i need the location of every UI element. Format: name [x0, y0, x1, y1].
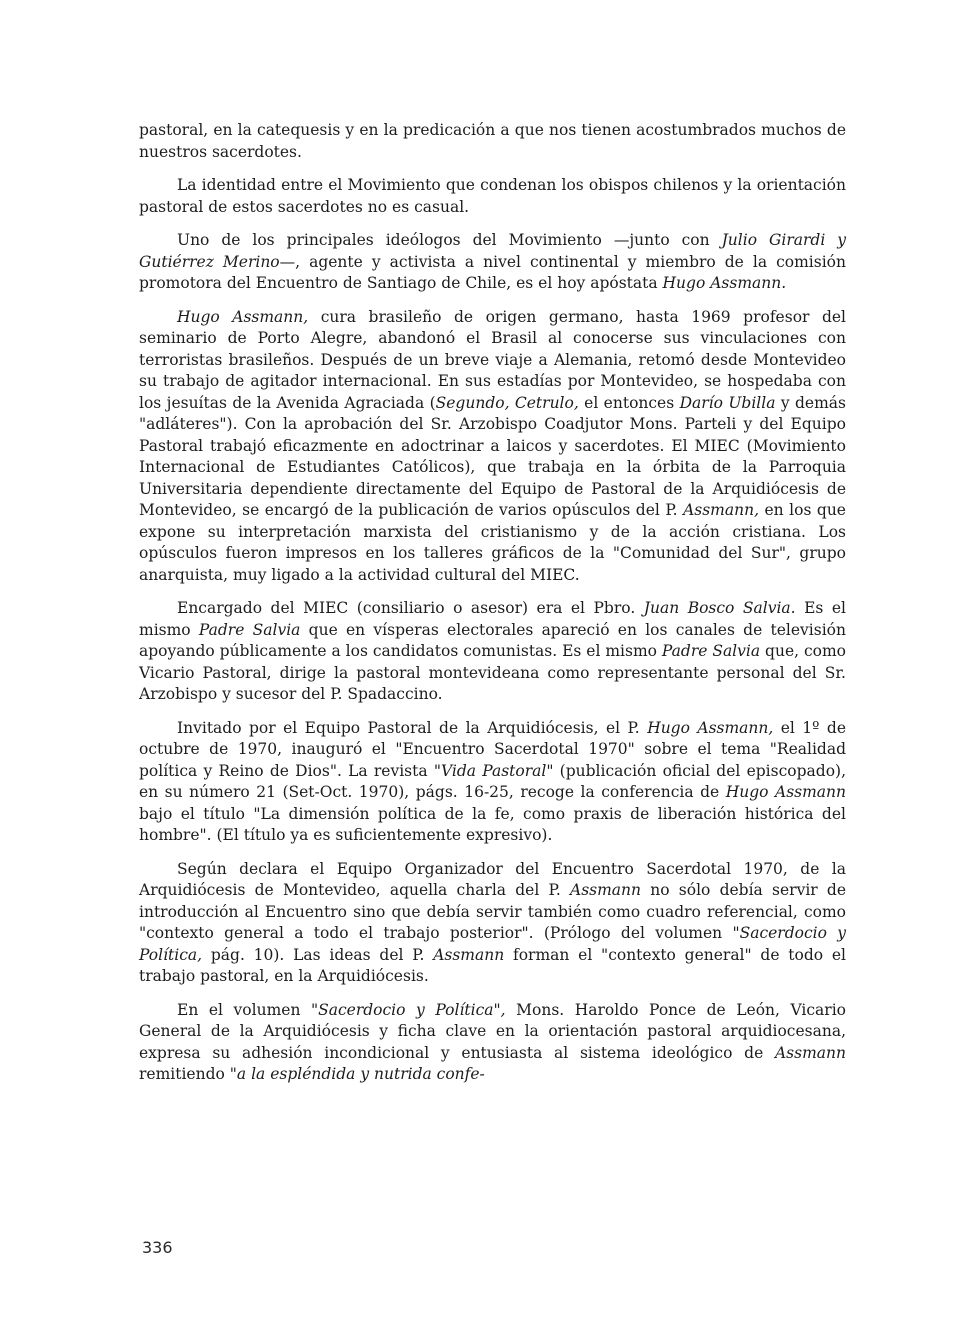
paragraph-italic: Julio Girardi y Gutiérrez Merino	[139, 231, 846, 271]
paragraph-italic: Assmann	[433, 945, 505, 964]
paragraph-text: pastoral, en la catequesis y en la predicación a que nos tienen acostumbrados muchos de nuestros sacerdotes.	[139, 121, 846, 161]
paragraph-5	[139, 598, 846, 706]
paragraph-text: bajo el título "La dimensión política de la fe, como praxis de liberación histórica del hombre". (El título ya es suficientemente expresivo).	[139, 804, 846, 844]
paragraph-6	[139, 718, 846, 847]
paragraph-text: Uno de los principales ideólogos del Movimiento —junto con	[177, 231, 722, 249]
paragraph-italic: "a la espléndida y nutrida confe-	[229, 1065, 485, 1083]
page-body	[139, 120, 846, 1098]
paragraph-italic: Segundo, Cetrulo,	[435, 393, 579, 412]
paragraph-text: que en vísperas electorales apareció en los canales de televisión apoyando públicamente a los candidatos comunistas. Es el mismo	[139, 620, 846, 660]
paragraph-text: en los que expone su interpretación marxista del cristianismo y de la acción cristiana. Los opúsculos fueron impresos en los talleres gráficos de la "Comunidad del Sur", grupo anarquista, muy ligado a la actividad cultural del MIEC.	[139, 501, 846, 584]
paragraph-text: (publicación oficial del episcopado), en su número 21 (Set-Oct. 1970), págs. 16-25, recoge la conferencia de	[139, 761, 846, 801]
paragraph-italic: Hugo Assmann,	[177, 307, 309, 326]
paragraph-text: remitiendo	[139, 1065, 230, 1083]
paragraph-text: Invitado por el Equipo Pastoral de la Arquidiócesis, el P.	[177, 718, 648, 737]
paragraph-italic: Padre Salvia	[661, 642, 761, 660]
paragraph-text: y demás "adláteres"). Con la aprobación del Sr. Arzobispo Coadjutor Mons. Parteli y del Equipo Pastoral trabajó eficazmente en adoctrinar a laicos y sacerdotes. El MIEC (Movimiento Internacional de Estudiantes Católicos), que trabaja en la órbita de la Parroquia Universitaria dependiente directamente del Equipo de Pastoral de la Arquidiócesis de Montevideo, se encargó de la publicación de varios opúsculos del P.	[139, 393, 846, 519]
paragraph-3	[139, 230, 846, 295]
paragraph-italic: Hugo Assmann.	[662, 274, 787, 292]
paragraph-text: no sólo debía servir de introducción al Encuentro sino que debía servir también como cuadro referencial, como "contexto general a todo el trabajo posterior". (Prólogo del volumen	[139, 881, 847, 942]
paragraph-text: el entonces	[578, 393, 680, 412]
paragraph-1	[139, 120, 846, 163]
paragraph-italic: Padre Salvia	[198, 620, 301, 639]
paragraph-italic: Assmann,	[683, 501, 759, 519]
paragraph-text: cura brasileño de origen germano, hasta 1969 profesor del seminario de Porto Alegre, abandonó el Brasil al conocerse sus vinculaciones con terroristas brasileños. Después de un breve viaje a Alemania, retomó desde Montevideo su trabajo de agitador internacional. En sus estadías por Montevideo, se hospedaba con los jesuítas de la Avenida Agraciada (	[139, 307, 846, 412]
paragraph-text: Mons. Haroldo Ponce de León, Vicario General de la Arquidiócesis y ficha clave en la orientación pastoral arquidiocesana, expresa su adhesión incondicional y entusiasta al sistema ideológico de	[139, 1000, 846, 1062]
paragraph-text: que, como Vicario Pastoral, dirige la pastoral montevideana como representante personal del Sr. Arzobispo y sucesor del P. Spadaccino.	[139, 642, 847, 703]
paragraph-8	[139, 1000, 846, 1086]
paragraph-italic: Hugo Assmann	[725, 783, 847, 801]
paragraph-4	[139, 307, 846, 587]
paragraph-text: Encargado del MIEC (consiliario o asesor) era el Pbro.	[177, 599, 644, 617]
paragraph-italic: Darío Ubilla	[679, 393, 776, 412]
paragraph-7	[139, 859, 846, 988]
paragraph-italic: Juan Bosco Salvia.	[643, 599, 796, 617]
paragraph-text: Es el mismo	[139, 599, 847, 639]
paragraph-text: En el volumen	[177, 1000, 311, 1019]
paragraph-text: —, agente y activista a nivel continental y miembro de la comisión promotora del Encuentro de Santiago de Chile, es el hoy apóstata	[139, 252, 846, 292]
paragraph-italic: "Sacerdocio y Política,	[139, 924, 846, 964]
paragraph-text: pág. 10). Las ideas del P.	[202, 945, 434, 964]
paragraph-italic: "Sacerdocio y Política",	[311, 1000, 506, 1019]
paragraph-italic: Assmann	[774, 1043, 846, 1062]
paragraph-text: el 1º de octubre de 1970, inauguró el "Encuentro Sacerdotal 1970" sobre el tema "Realidad política y Reino de Dios". La revista	[139, 718, 846, 780]
paragraph-text: forman el "contexto general" de todo el trabajo pastoral, en la Arquidiócesis.	[139, 945, 846, 985]
paragraph-italic: "Vida Pastoral"	[433, 761, 554, 780]
paragraph-text: Según declara el Equipo Organizador del Encuentro Sacerdotal 1970, de la Arquidiócesis de Montevideo, aquella charla del P.	[139, 859, 846, 899]
paragraph-italic: Hugo Assmann,	[647, 718, 774, 737]
page-number: 336	[142, 1238, 173, 1257]
paragraph-text: La identidad entre el Movimiento que condenan los obispos chilenos y la orientación pastoral de estos sacerdotes no es casual.	[139, 176, 846, 216]
paragraph-italic: Assmann	[570, 881, 642, 899]
paragraph-2	[139, 175, 846, 218]
